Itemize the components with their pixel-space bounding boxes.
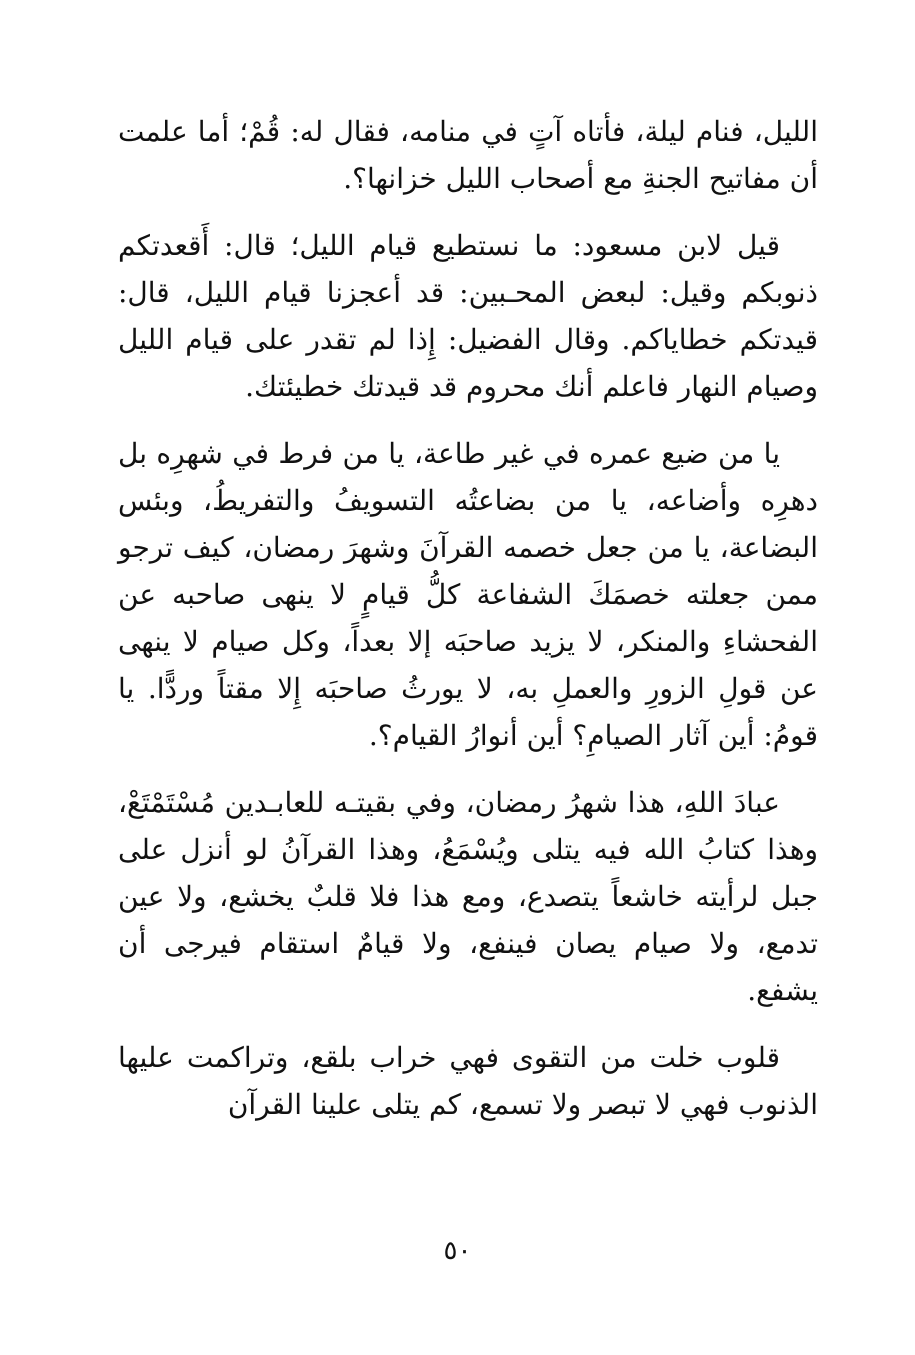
paragraph-ibn-masud: قيل لابن مسعود: ما نستطيع قيام الليل؛ قال: أَقعدتكم ذنوبكم وقيل: لبعض المحـبين: قد أعجزنا قيام الليل، قال: قيدتكم خطاياكم. وقال الفضيل: إِذا لم تقدر على قيام الليل وصيام النهار فاعلم أنك محروم قد قيدتك خطيئتك. [118,229,818,403]
paragraph-qulub: قلوب خلت من التقوى فهي خراب بلقع، وتراكمت عليها الذنوب فهي لا تبصر ولا تسمع، كم يتلى علينا القرآن [118,1041,818,1121]
paragraph-ya-man-dayya: يا من ضيع عمره في غير طاعة، يا من فرط في شهرِه بل دهرِه وأضاعه، يا من بضاعتُه التسويفُ والتفريطُ، وبئس البضاعة، يا من جعل خصمه القرآنَ وشهرَ رمضان، كيف ترجو ممن جعلته خصمَكَ الشفاعة كلُّ قيامٍ لا ينهى صاحبه عن الفحشاءِ والمنكر، لا يزيد صاحبَه إلا بعداً، وكل صيام لا ينهى عن قولِ الزورِ والعملِ به، لا يورثُ صاحبَه إِلا مقتاً وردًّا. يا قومُ: أين آثار الصيامِ؟ أين أنوارُ القيام؟. [118,437,818,752]
paragraph-ibad-allah: عبادَ اللهِ، هذا شهرُ رمضان، وفي بقيتـه للعابـدين مُسْتَمْتَعْ، وهذا كتابُ الله فيه يتلى ويُسْمَعُ، وهذا القرآنُ لو أنزل على جبل لرأيته خاشعاً يتصدع، ومع هذا فلا قلبٌ يخشع، ولا عين تدمع، ولا صيام يصان فينفع، ولا قيامٌ استقام فيرجى أن يشفع. [118,786,818,1007]
paragraph-continuation: الليل، فنام ليلة، فأتاه آتٍ في منامه، فقال له: قُمْ؛ أما علمت أن مفاتيح الجنةِ مع أصحاب الليل خزانها؟. [118,115,818,195]
page-body [118,108,818,1148]
page-number: ٥٠ [443,1236,472,1266]
